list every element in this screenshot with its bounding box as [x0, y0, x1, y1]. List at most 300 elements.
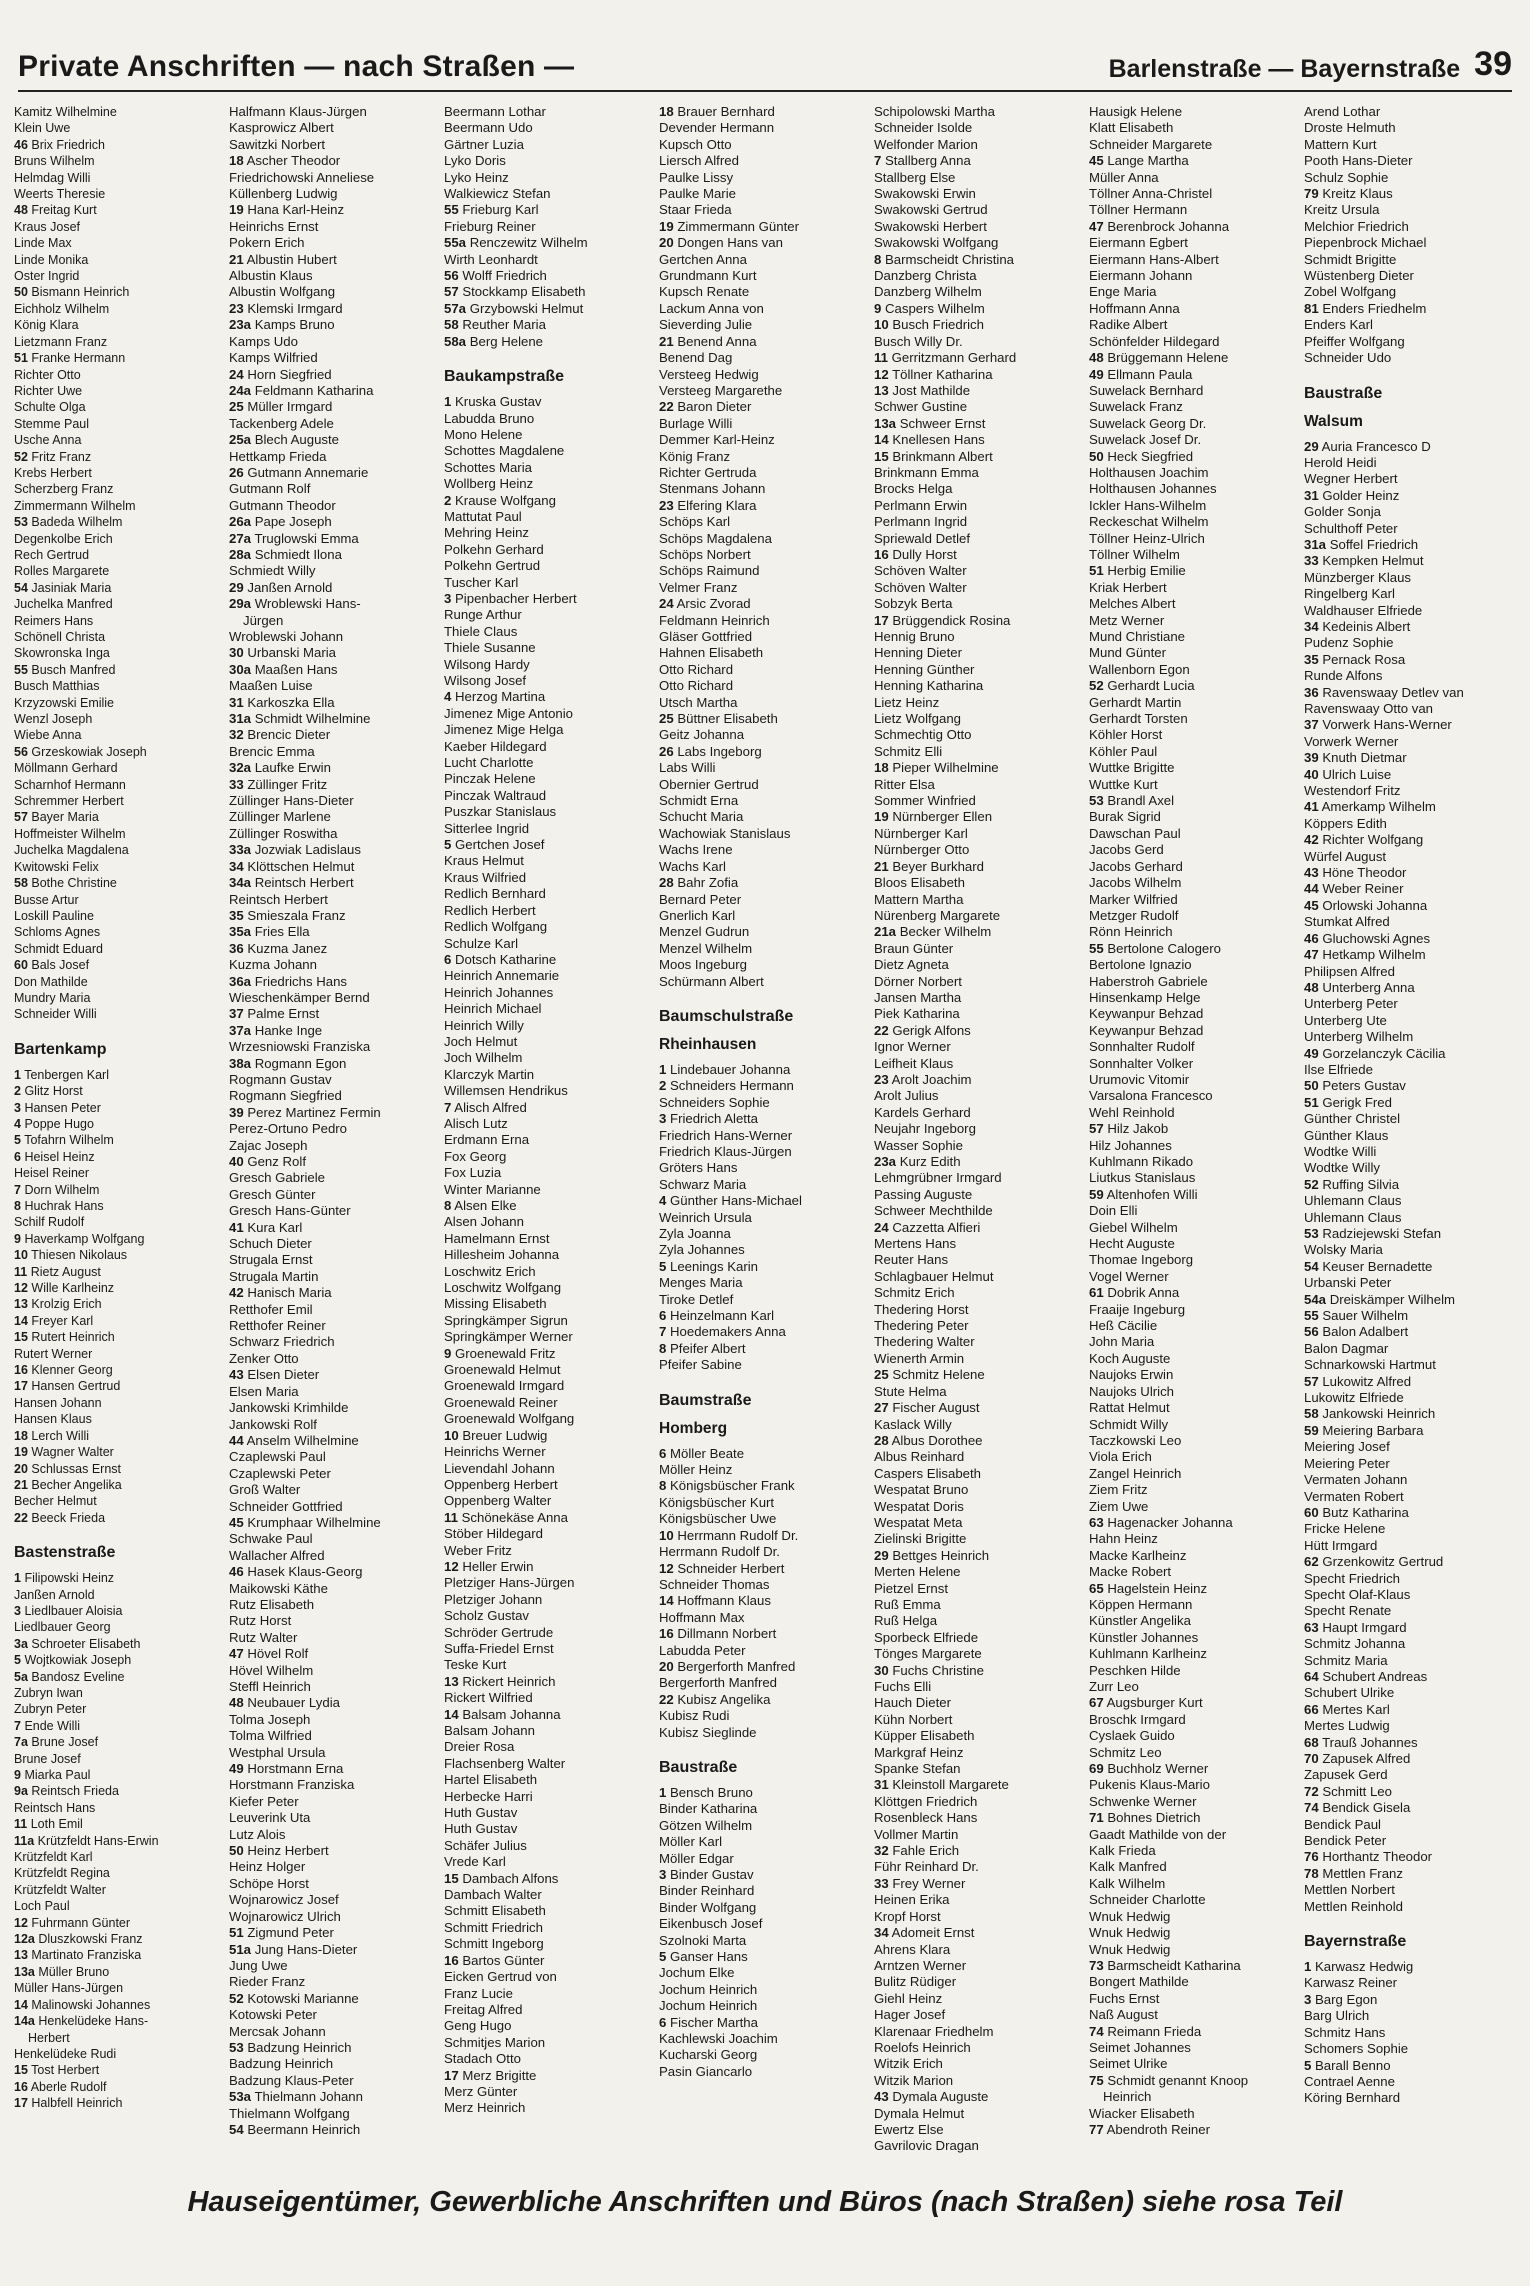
resident-name: Perez Martinez Fermin — [247, 1104, 381, 1120]
resident-name: Möller Heinz — [659, 1462, 733, 1478]
resident-name: Schöps Karl — [659, 514, 731, 530]
resident-name: Wagner Walter — [31, 1445, 114, 1460]
resident-name: Badzung Klaus-Peter — [229, 2072, 354, 2088]
resident-name: Albustin Wolfgang — [229, 284, 336, 300]
resident-entry — [14, 990, 225, 1006]
resident-name: Wolsky Maria — [1304, 1242, 1383, 1258]
resident-name: Grzenkowitz Gertrud — [1322, 1554, 1444, 1570]
house-number: 16 — [659, 1626, 674, 1642]
resident-entry — [229, 1154, 440, 1170]
resident-entry — [1304, 1620, 1515, 1636]
resident-name: Schremmer Herbert — [14, 794, 124, 809]
resident-name: Schmidt Brigitte — [1304, 251, 1397, 267]
resident-entry — [1304, 1669, 1515, 1685]
resident-name: Nürnberger Karl — [874, 825, 968, 841]
resident-entry — [1304, 1571, 1515, 1587]
resident-entry — [14, 629, 225, 645]
house-number: 18 — [14, 1428, 28, 1443]
resident-name: Beermann Udo — [444, 120, 533, 136]
house-number: 4 — [444, 689, 452, 705]
resident-entry — [1089, 711, 1300, 727]
resident-entry — [659, 383, 870, 399]
resident-entry — [229, 809, 440, 825]
resident-entry — [444, 575, 655, 591]
resident-name: Jankowski Heinrich — [1322, 1406, 1436, 1422]
resident-entry — [659, 1933, 870, 1949]
resident-entry — [14, 580, 225, 596]
resident-name: Baron Dieter — [677, 399, 752, 415]
resident-name: Haverkamp Wolfgang — [24, 1231, 145, 1246]
resident-entry — [874, 1154, 1085, 1170]
resident-entry — [874, 1187, 1085, 1203]
resident-entry — [444, 1264, 655, 1280]
resident-entry — [229, 1843, 440, 1859]
resident-name: Jankowski Krimhilde — [229, 1400, 349, 1416]
resident-name: Wroblewski Hans- — [254, 596, 361, 612]
resident-entry — [874, 104, 1085, 120]
resident-entry — [1089, 596, 1300, 612]
resident-entry — [874, 1712, 1085, 1728]
house-number: 43 — [1304, 865, 1319, 881]
house-number: 3 — [14, 1603, 21, 1618]
resident-name: Klarenaar Friedhelm — [874, 2023, 994, 2039]
resident-entry — [874, 1384, 1085, 1400]
resident-name: Neubauer Lydia — [247, 1695, 340, 1711]
resident-entry — [444, 657, 655, 673]
resident-name: Schönell Christa — [14, 630, 106, 644]
resident-entry — [659, 547, 870, 563]
resident-name: Töllner Katharina — [892, 366, 993, 382]
resident-name: Roelofs Heinrich — [874, 2039, 971, 2055]
resident-name: Peters Gustav — [1322, 1078, 1406, 1094]
house-number: 45 — [1089, 153, 1104, 169]
resident-name: Groenewald Wolfgang — [444, 1411, 575, 1427]
resident-name: Gerritzmann Gerhard — [891, 350, 1017, 366]
resident-name: Schmitjes Marion — [444, 2034, 546, 2050]
resident-name: Taczkowski Leo — [1089, 1432, 1182, 1448]
house-number: 13a — [14, 1964, 35, 1979]
resident-name: Bendick Peter — [1304, 1833, 1387, 1849]
house-number: 24 — [874, 1219, 889, 1235]
resident-entry — [14, 744, 225, 760]
resident-name: Fries Ella — [254, 924, 310, 940]
resident-name: Utsch Martha — [659, 694, 738, 710]
house-number: 24a — [229, 382, 252, 398]
resident-entry — [1304, 1554, 1515, 1570]
section-title: Private Anschriften — nach Straßen — — [18, 50, 575, 83]
resident-entry — [1304, 186, 1515, 202]
resident-entry — [444, 1510, 655, 1526]
resident-entry — [14, 793, 225, 809]
house-number: 22 — [874, 1022, 889, 1038]
resident-entry — [1304, 1226, 1515, 1242]
resident-entry — [659, 465, 870, 481]
resident-name: Groß Walter — [229, 1482, 301, 1498]
resident-entry — [1089, 1499, 1300, 1515]
resident-entry — [229, 1745, 440, 1761]
resident-entry — [1304, 931, 1515, 947]
resident-entry — [444, 1986, 655, 2002]
resident-entry — [1304, 881, 1515, 897]
resident-entry — [14, 1083, 225, 1099]
resident-entry — [874, 531, 1085, 547]
resident-entry — [1304, 235, 1515, 251]
resident-name: Benend Dag — [659, 350, 733, 366]
resident-entry — [444, 2100, 655, 2116]
house-number: 34 — [229, 858, 244, 874]
resident-entry — [874, 727, 1085, 743]
resident-name: Binder Wolfgang — [659, 1899, 757, 1915]
resident-entry — [229, 563, 440, 579]
resident-entry — [444, 268, 655, 284]
resident-name: Bartos Günter — [462, 1952, 545, 1968]
resident-name: Wilsong Hardy — [444, 656, 530, 672]
resident-name: Schwarz Maria — [659, 1176, 747, 1192]
resident-name: Kupsch Renate — [659, 284, 750, 300]
resident-entry — [874, 170, 1085, 186]
resident-entry — [1304, 334, 1515, 350]
resident-name: Jacobs Wilhelm — [1089, 875, 1182, 891]
resident-entry — [1304, 1653, 1515, 1669]
resident-name: Mundry Maria — [14, 990, 91, 1005]
house-number: 9a — [14, 1784, 28, 1799]
resident-entry — [1089, 1121, 1300, 1137]
resident-name: Bloos Elisabeth — [874, 875, 965, 891]
resident-entry — [444, 952, 655, 968]
resident-entry — [659, 1062, 870, 1078]
resident-entry — [1304, 2090, 1515, 2106]
resident-name: Nürenberg Margarete — [874, 907, 1001, 923]
resident-name: Swakowski Herbert — [874, 218, 987, 234]
house-number: 52 — [229, 1990, 244, 2006]
resident-name: Macke Robert — [1089, 1564, 1172, 1580]
resident-name: Dörner Norbert — [874, 973, 962, 989]
resident-name: Abendroth Reiner — [1106, 2121, 1210, 2137]
resident-name: Günther Klaus — [1304, 1127, 1389, 1143]
resident-entry — [1304, 504, 1515, 520]
resident-name: Seimet Ulrike — [1089, 2056, 1168, 2072]
resident-entry — [229, 153, 440, 169]
resident-name: Karwasz Reiner — [1304, 1975, 1398, 1991]
resident-entry — [444, 1034, 655, 1050]
resident-name: Brandl Axel — [1107, 793, 1175, 809]
resident-name: Kraus Wilfried — [444, 869, 527, 885]
resident-name: Mund Günter — [1089, 645, 1166, 661]
resident-name: Weber Fritz — [444, 1542, 512, 1558]
resident-entry — [659, 202, 870, 218]
resident-name: Viola Erich — [1089, 1449, 1152, 1465]
resident-name: Möller Edgar — [659, 1850, 734, 1866]
resident-entry — [444, 1329, 655, 1345]
resident-name: Busch Manfred — [31, 662, 116, 677]
resident-name: Eiermann Egbert — [1089, 235, 1188, 251]
resident-name: Fuchs Ernst — [1089, 1990, 1160, 2006]
resident-name: Schmitz Leo — [1089, 1744, 1162, 1760]
resident-name: Tolma Joseph — [229, 1711, 311, 1727]
resident-name: Schmitt Friedrich — [444, 1919, 543, 1935]
resident-name: Rolles Margarete — [14, 564, 110, 579]
resident-name: Gerhardt Lucia — [1107, 678, 1195, 694]
house-number: 54 — [229, 2121, 244, 2137]
resident-entry — [659, 1949, 870, 1965]
resident-entry — [1304, 439, 1515, 455]
resident-entry — [444, 1182, 655, 1198]
resident-name: Groenewald Fritz — [455, 1345, 556, 1361]
resident-name: Vorwerk Hans-Werner — [1322, 717, 1452, 733]
resident-entry — [444, 443, 655, 459]
resident-name: Paulke Marie — [659, 186, 736, 202]
resident-name: Macke Karlheinz — [1089, 1547, 1187, 1563]
resident-name: Schulthoff Peter — [1304, 520, 1398, 536]
resident-name: Hoffmann Klaus — [677, 1593, 771, 1609]
resident-name: Schneiders Hermann — [670, 1078, 794, 1094]
resident-entry — [659, 1095, 870, 1111]
resident-entry — [444, 558, 655, 574]
resident-entry — [14, 1006, 225, 1022]
resident-name: Schönekäse Anna — [461, 1509, 568, 1525]
resident-entry — [1089, 1581, 1300, 1597]
resident-name: Gläser Gottfried — [659, 629, 753, 644]
resident-name: Urbanski Peter — [1304, 1275, 1392, 1291]
resident-entry — [1089, 1843, 1300, 1859]
resident-entry — [14, 334, 225, 350]
resident-entry — [444, 771, 655, 787]
resident-name: Ewertz Else — [874, 2121, 944, 2137]
resident-entry — [874, 1417, 1085, 1433]
resident-name: Königsbüscher Uwe — [659, 1511, 777, 1527]
house-number: 51 — [1089, 563, 1104, 579]
resident-entry — [444, 1821, 655, 1837]
resident-entry — [659, 268, 870, 284]
house-number: 1 — [14, 1571, 21, 1586]
resident-name: Melches Albert — [1089, 596, 1176, 612]
resident-name: Suffa-Friedel Ernst — [444, 1640, 554, 1656]
resident-entry — [874, 1958, 1085, 1974]
house-number: 27a — [229, 530, 252, 546]
resident-name: Becher Helmut — [14, 1494, 97, 1509]
resident-name: Lyko Heinz — [444, 169, 509, 185]
resident-entry — [659, 1626, 870, 1642]
resident-entry — [444, 2068, 655, 2084]
resident-name: Erdmann Erna — [444, 1132, 530, 1148]
resident-name: Friedrichowski Anneliese — [229, 169, 375, 185]
house-number: 33 — [1304, 553, 1319, 569]
resident-name: Enge Maria — [1089, 284, 1157, 300]
resident-name: Binder Gustav — [670, 1867, 754, 1882]
resident-entry — [444, 1378, 655, 1394]
resident-entry — [444, 1789, 655, 1805]
resident-name: Suwelack Franz — [1089, 399, 1183, 415]
resident-entry — [659, 1593, 870, 1609]
resident-entry — [14, 613, 225, 629]
street-heading: Bastenstraße — [14, 1544, 116, 1562]
resident-name: Gerhardt Martin — [1089, 694, 1182, 710]
resident-entry — [14, 678, 225, 694]
resident-name: Mono Helene — [444, 426, 523, 442]
resident-name: Orlowski Johanna — [1322, 897, 1428, 913]
resident-name: Rogmann Egon — [254, 1055, 347, 1071]
house-number: 29 — [1304, 438, 1319, 454]
resident-name: Alisch Lutz — [444, 1115, 508, 1131]
resident-entry — [1089, 1400, 1300, 1416]
resident-entry — [229, 1417, 440, 1433]
house-number: 34 — [874, 1925, 889, 1941]
resident-entry — [444, 1887, 655, 1903]
resident-entry — [1304, 1341, 1515, 1357]
resident-entry — [874, 1515, 1085, 1531]
resident-name: Rattat Helmut — [1089, 1400, 1170, 1416]
resident-entry — [874, 777, 1085, 793]
resident-entry — [874, 252, 1085, 268]
resident-entry — [14, 1865, 225, 1881]
resident-name: Kaslack Willy — [874, 1416, 952, 1432]
house-number: 54 — [14, 580, 28, 595]
house-number: 31 — [874, 1777, 889, 1793]
resident-entry — [874, 1925, 1085, 1941]
resident-entry — [229, 1794, 440, 1810]
resident-entry — [659, 1160, 870, 1176]
house-number: 60 — [14, 958, 28, 973]
resident-entry — [444, 1739, 655, 1755]
resident-entry — [14, 1619, 225, 1635]
resident-entry — [14, 596, 225, 612]
resident-entry — [14, 252, 225, 268]
resident-entry — [229, 826, 440, 842]
house-number: 48 — [1304, 979, 1319, 995]
house-number: 23 — [229, 300, 244, 316]
resident-entry — [874, 1531, 1085, 1547]
resident-entry — [874, 186, 1085, 202]
resident-name: Frieburg Reiner — [444, 218, 536, 234]
resident-entry — [14, 941, 225, 957]
resident-entry — [1089, 383, 1300, 399]
house-number: 5 — [1304, 2057, 1312, 2073]
house-number: 12 — [14, 1281, 28, 1296]
resident-name: Barmscheidt Christina — [885, 251, 1015, 267]
resident-entry — [659, 1610, 870, 1626]
house-number: 53 — [1089, 793, 1104, 809]
street-range-label: Barlenstraße — Bayernstraße — [1108, 55, 1461, 83]
house-number: 22 — [659, 399, 674, 415]
resident-name: Fritz Franz — [31, 449, 92, 464]
house-number: 47 — [1304, 947, 1319, 963]
resident-name: Naß August — [1089, 2007, 1158, 2023]
resident-name: Wnuk Hedwig — [1089, 1908, 1171, 1924]
resident-entry — [659, 514, 870, 530]
resident-entry — [444, 1608, 655, 1624]
house-number: 72 — [1304, 1783, 1319, 1799]
resident-entry — [659, 1275, 870, 1291]
resident-entry — [229, 284, 440, 300]
resident-entry — [1089, 1974, 1300, 1990]
resident-entry — [1089, 1548, 1300, 1564]
resident-name: Bergerforth Manfred — [659, 1675, 778, 1691]
resident-entry — [659, 2047, 870, 2063]
resident-name: Frey Werner — [892, 1875, 966, 1891]
house-number: 74 — [1089, 2023, 1104, 2039]
resident-entry — [229, 1400, 440, 1416]
resident-entry — [874, 1597, 1085, 1613]
resident-name: Heinz Herbert — [247, 1843, 329, 1859]
resident-entry — [1089, 2024, 1300, 2040]
resident-entry — [874, 941, 1085, 957]
house-number: 10 — [14, 1248, 28, 1263]
resident-entry — [874, 1039, 1085, 1055]
house-number: 52 — [1304, 1176, 1319, 1192]
house-number: 5 — [659, 1949, 667, 1965]
resident-entry — [14, 2030, 225, 2046]
resident-name: Dymala Helmut — [874, 2105, 965, 2121]
resident-name: Danzberg Wilhelm — [874, 284, 982, 300]
resident-name: Jürgen — [243, 612, 284, 628]
resident-name: Liersch Alfred — [659, 153, 739, 169]
resident-name: Schubert Andreas — [1322, 1668, 1428, 1684]
house-number: 48 — [14, 203, 28, 218]
resident-name: Badeda Wilhelm — [31, 515, 123, 530]
resident-name: Jimenez Mige Helga — [444, 722, 564, 738]
resident-entry — [14, 1587, 225, 1603]
resident-name: Redlich Herbert — [444, 902, 536, 918]
resident-entry — [229, 1876, 440, 1892]
resident-name: Schlagbauer Helmut — [874, 1268, 994, 1284]
resident-entry — [229, 137, 440, 153]
resident-name: Smieszala Franz — [247, 907, 346, 923]
resident-entry — [444, 1411, 655, 1427]
resident-name: Gnerlich Karl — [659, 907, 736, 923]
resident-name: Redlich Bernhard — [444, 886, 546, 902]
resident-name: Schweer Ernst — [899, 415, 986, 431]
resident-entry — [14, 284, 225, 300]
resident-entry — [444, 1953, 655, 1969]
resident-entry — [874, 678, 1085, 694]
house-number: 3 — [659, 1111, 667, 1127]
resident-name: Bernard Peter — [659, 891, 742, 907]
resident-entry — [14, 957, 225, 973]
resident-name: Henning Katharina — [874, 678, 984, 694]
resident-entry — [229, 252, 440, 268]
house-number: 58 — [14, 876, 28, 891]
resident-name: Runge Arthur — [444, 607, 522, 623]
resident-name: Schweer Mechthilde — [874, 1203, 993, 1219]
resident-entry — [229, 1187, 440, 1203]
house-number: 12 — [444, 1558, 459, 1574]
resident-name: Wespatat Meta — [874, 1514, 963, 1530]
resident-name: Missing Elisabeth — [444, 1296, 547, 1312]
resident-entry — [1089, 1859, 1300, 1875]
resident-name: Feldmann Heinrich — [659, 612, 770, 628]
resident-entry — [444, 1903, 655, 1919]
resident-name: Stallberg Else — [874, 169, 956, 185]
house-number: 73 — [1089, 1957, 1104, 1973]
resident-entry — [1089, 481, 1300, 497]
resident-entry — [229, 1252, 440, 1268]
resident-name: Lutz Alois — [229, 1826, 286, 1842]
resident-name: Hanisch Maria — [247, 1285, 332, 1301]
resident-entry — [874, 268, 1085, 284]
resident-name: Hütt Irmgard — [1304, 1537, 1378, 1553]
resident-entry — [444, 525, 655, 541]
resident-entry — [1089, 1663, 1300, 1679]
resident-entry — [874, 1220, 1085, 1236]
house-number: 17 — [14, 1379, 28, 1394]
resident-name: Kuzma Johann — [229, 957, 317, 973]
resident-name: Reimann Frieda — [1107, 2023, 1202, 2039]
resident-name: Jochum Elke — [659, 1965, 735, 1981]
resident-entry — [444, 1477, 655, 1493]
resident-entry — [14, 2062, 225, 2078]
resident-name: Becker Wilhelm — [899, 924, 992, 940]
resident-name: Hausigk Helene — [1089, 104, 1183, 119]
